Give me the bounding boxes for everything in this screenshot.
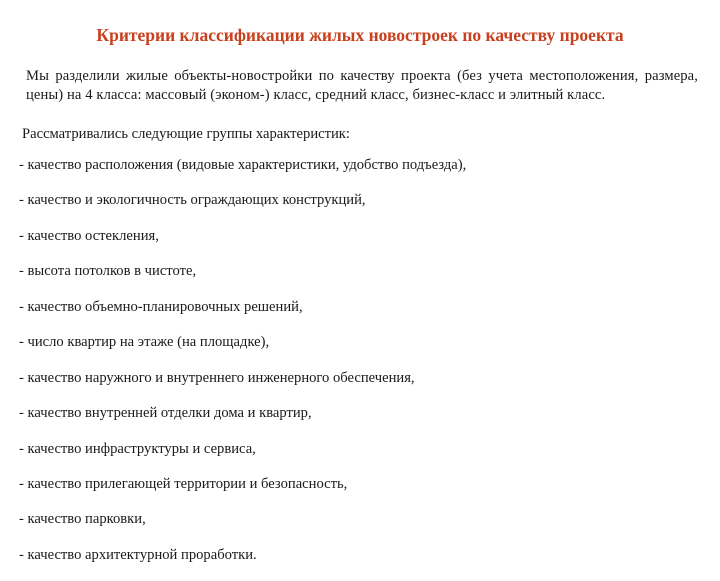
criteria-heading: Рассматривались следующие группы характеристик: [22, 126, 350, 142]
criteria-item: - качество инфраструктуры и сервиса, [19, 440, 256, 457]
intro-paragraph: Мы разделили жилые объекты-новостройки по качеству проекта (без учета местоположения, размера, цены) на 4 класса: массовый (эконом-) класс, средний класс, бизнес-класс и элитный класс. [26, 68, 698, 103]
criteria-item: - качество внутренней отделки дома и квартир, [19, 405, 312, 422]
criteria-item: - качество остекления, [19, 227, 159, 244]
criteria-item: - качество парковки, [19, 511, 146, 528]
criteria-item: - число квартир на этаже (на площадке), [19, 334, 270, 351]
criteria-list [19, 156, 466, 581]
slide-title: Критерии классификации жилых новостроек по качеству проекта [96, 25, 624, 45]
criteria-item: - качество прилегающей территории и безопасность, [19, 475, 348, 492]
criteria-item: - качество архитектурной проработки. [19, 546, 257, 563]
criteria-item: - высота потолков в чистоте, [19, 263, 197, 280]
criteria-item: - качество расположения (видовые характеристики, удобство подъезда), [19, 157, 467, 173]
criteria-item: - качество наружного и внутреннего инженерного обеспечения, [19, 369, 415, 386]
criteria-item: - качество и экологичность ограждающих конструкций, [19, 192, 366, 209]
criteria-item: - качество объемно-планировочных решений, [19, 298, 303, 315]
